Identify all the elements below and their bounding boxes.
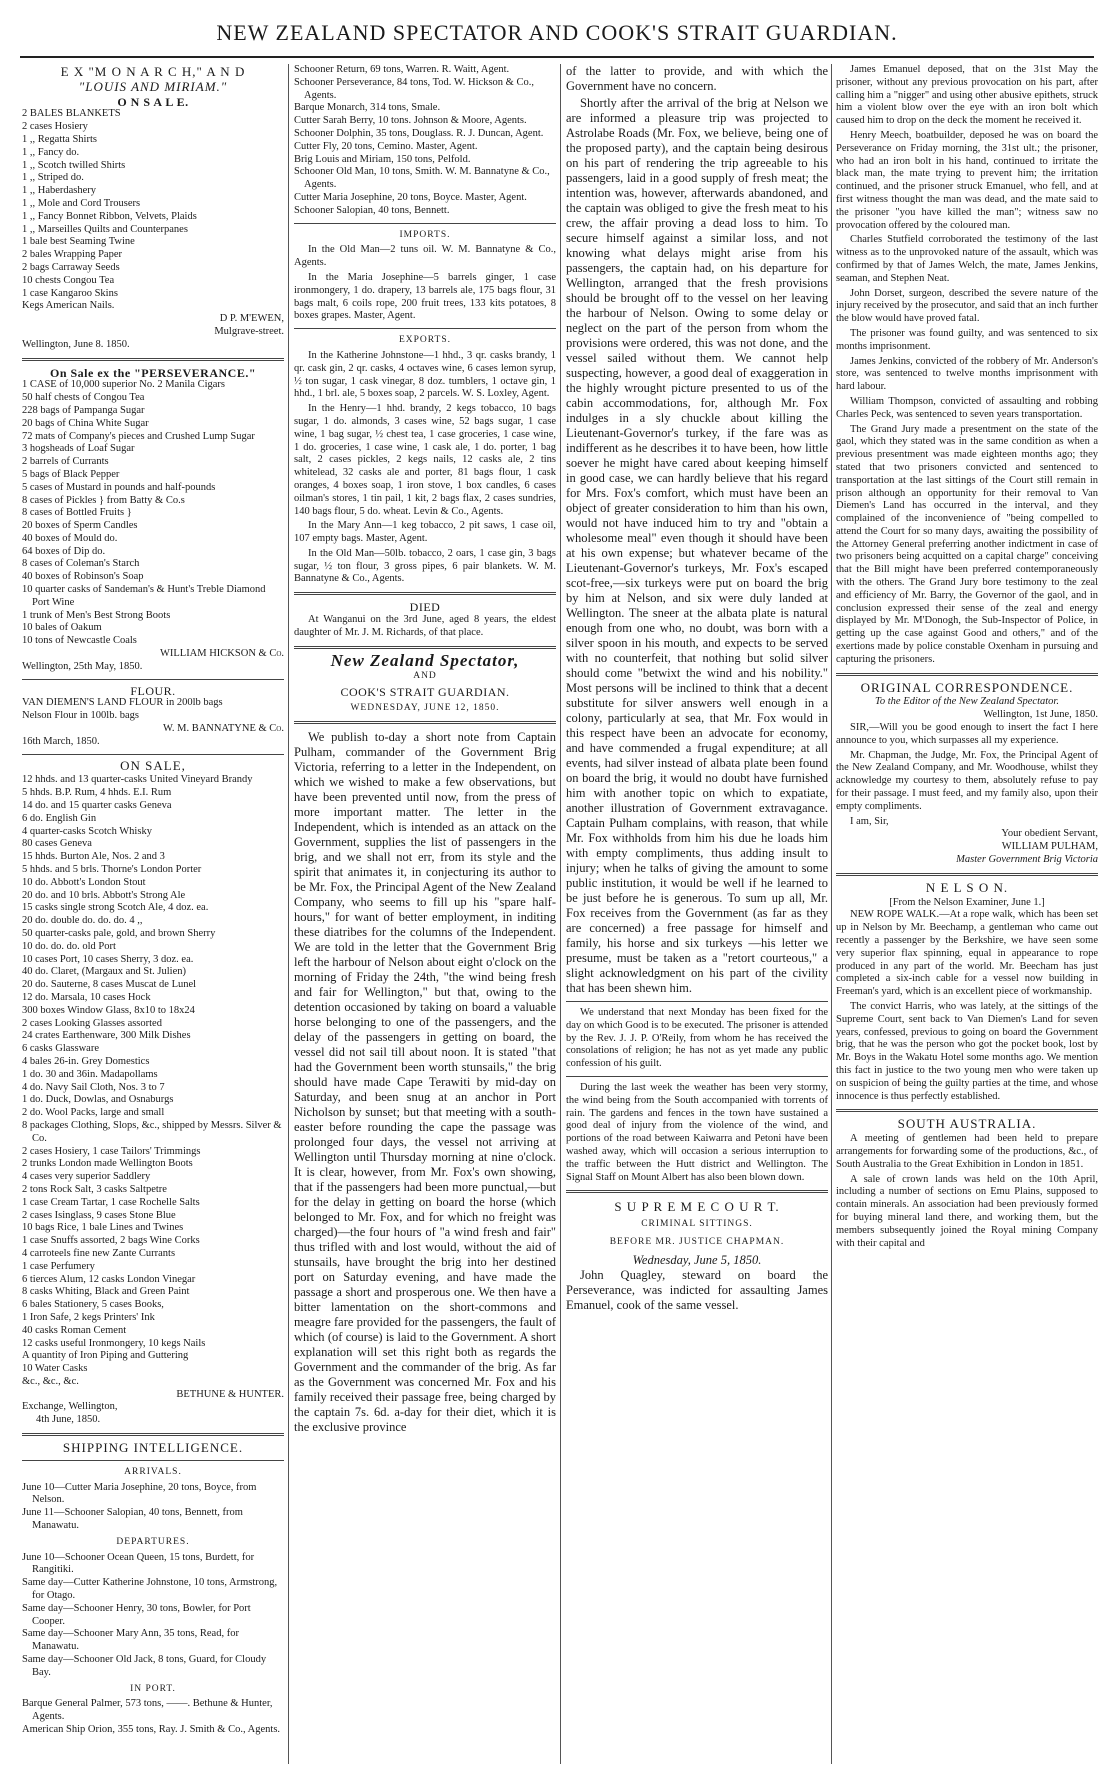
- died-notice: At Wanganui on the 3rd June, aged 8 years, the eldest daughter of Mr. J. M. Richards, of that place.: [294, 614, 556, 638]
- advert-line: 2 cases Hosiery, 1 case Tailors' Trimmings: [22, 1145, 201, 1157]
- advert-line: 1 ,, Striped do.: [22, 172, 84, 184]
- export-entry: In the Katherine Johnstone—1 hhd., 3 qr. casks brandy, 1 qr. cask gin, 2 qr. casks, 4 octaves wine, 6 cases lemon syrup, ½ ton sugar, 1 cask vinegar, 8 doz. tumblers, 1 octave gin, 1 hhd., 1 brl. ale, 5 boxes soap, 2 parcels. W. S. Loxley, Agent.: [294, 349, 556, 400]
- advert-line: 1 case Cream Tartar, 1 case Rochelle Salts: [22, 1196, 200, 1208]
- advert-line: 1 case Kangaroo Skins: [22, 287, 118, 299]
- advert-line: 20 bags of China White Sugar: [22, 417, 149, 429]
- advert-line: 50 quarter-casks pale, gold, and brown Sherry: [22, 928, 216, 939]
- shipping-entry: Cutter Maria Josephine, 20 tons, Boyce. Master, Agent.: [294, 191, 527, 203]
- column-1: [22, 64, 284, 1764]
- column-divider: [288, 64, 289, 1764]
- advert-line: 10 bags Rice, 1 bale Lines and Twines: [22, 1222, 184, 1234]
- advert-line: 40 boxes of Robinson's Soap: [22, 571, 144, 583]
- subsection-title: IMPORTS.: [399, 229, 451, 240]
- advert-title: FLOUR.: [130, 683, 176, 698]
- advert-line: 24 crates Earthenware, 300 Milk Dishes: [22, 1030, 191, 1042]
- advert-line: 1 do. Duck, Dowlas, and Osnaburgs: [22, 1094, 174, 1106]
- advert-line: 1 do. 30 and 36in. Madapollams: [22, 1068, 158, 1080]
- advert-line: 1 bale best Seaming Twine: [22, 236, 135, 248]
- divider: [836, 1109, 1098, 1112]
- court-report: [836, 64, 1098, 667]
- advert-flour: [22, 685, 284, 749]
- advert-line: 2 cases Isinglass, 9 cases Stone Blue: [22, 1209, 176, 1221]
- shipping-intelligence: [22, 1442, 284, 1737]
- court-paragraph: The prisoner was found guilty, and was sentenced to six months imprisonment.: [836, 327, 1098, 352]
- letter-closing: I am, Sir,: [850, 815, 889, 827]
- subsection-title: DEPARTURES.: [116, 1536, 190, 1547]
- advert-line: 5 hhds. and 5 brls. Thorne's London Porter: [22, 864, 202, 876]
- court-paragraph: John Dorset, surgeon, described the severe nature of the injury received by the prosecutor, and said that an inch further the blow would have proved fatal.: [836, 287, 1098, 325]
- masthead: NEW ZEALAND SPECTATOR AND COOK'S STRAIT GUARDIAN.: [216, 20, 898, 45]
- advert-line: 2 bags Carraway Seeds: [22, 261, 120, 273]
- advert-line: 4 do. Navy Sail Cloth, Nos. 3 to 7: [22, 1081, 165, 1093]
- shipping-entry: Cutter Sarah Berry, 10 tons. Johnson & Moore, Agents.: [294, 115, 527, 127]
- advert-list: [22, 774, 284, 1388]
- advert-date: 16th March, 1850.: [22, 735, 100, 747]
- advert-line: 6 casks Glassware: [22, 1043, 99, 1055]
- shipping-entry: June 11—Schooner Salopian, 40 tons, Bennett, from Manawatu.: [22, 1507, 243, 1532]
- advert-line: 8 cases of Coleman's Starch: [22, 558, 140, 570]
- advert-line: 6 tierces Alum, 12 casks London Vinegar: [22, 1273, 196, 1285]
- divider: [22, 679, 284, 680]
- masthead-rule: [20, 56, 1094, 58]
- advert-date: Wellington, 25th May, 1850.: [22, 660, 143, 672]
- shipping-entry: Schooner Dolphin, 35 tons, Douglass. R. J. Duncan, Agent.: [294, 127, 544, 139]
- advert-line: 4 bales 26-in. Grey Domestics: [22, 1055, 150, 1067]
- paper-title-and: AND: [413, 671, 437, 682]
- advert-title: E X "M O N A R C H," A N D: [60, 64, 246, 79]
- import-entry: In the Maria Josephine—5 barrels ginger, 1 case ironmongery, 1 do. drapery, 13 barrels ale, 175 bags flour, 31 bags malt, 6 coils rope, 200 fruit trees, 133 kits potatoes, 8 boxes grapes. Master, Agent.: [294, 271, 556, 322]
- court-subtitle: CRIMINAL SITTINGS.: [641, 1219, 753, 1230]
- export-entry: In the Mary Ann—1 keg tobacco, 2 pit saws, 1 case oil, 107 empty bags. Master, Agent.: [294, 520, 556, 545]
- advert-line: 1 ,, Marseilles Quilts and Counterpanes: [22, 223, 188, 235]
- advert-line: 8 cases of Pickles } from Batty & Co.s: [22, 494, 185, 506]
- advert-line: 40 do. Claret, (Margaux and St. Julien): [22, 966, 186, 978]
- advert-line: 20 do. double do. do. do. 4 ,,: [22, 915, 143, 927]
- advert-line: 12 casks useful Ironmongery, 10 kegs Nails: [22, 1337, 206, 1349]
- advert-line: 4 cases very superior Saddlery: [22, 1171, 151, 1183]
- shipping-entry: Same day—Schooner Henry, 30 tons, Bowler, for Port Cooper.: [22, 1602, 251, 1627]
- court-paragraph: Charles Stutfield corroborated the testimony of the last witness as to the unprovoked nature of the assault, which was confirmed by that of James Welch, the mate, James Jenkins, seaman, and Stephen Neat.: [836, 234, 1098, 284]
- advert-line: 4 carroteels fine new Zante Currants: [22, 1247, 176, 1259]
- paper-subtitle: COOK'S STRAIT GUARDIAN.: [340, 685, 510, 700]
- advert-line: 64 boxes of Dip do.: [22, 545, 106, 557]
- shipping-entry: June 10—Schooner Ocean Queen, 15 tons, Burdett, for Rangitiki.: [22, 1551, 255, 1576]
- advert-line: 2 BALES BLANKETS: [22, 108, 121, 120]
- advert-line: 40 boxes of Mould do.: [22, 532, 118, 544]
- section-title: ORIGINAL CORRESPONDENCE.: [860, 679, 1074, 695]
- section-title: N E L S O N.: [925, 879, 1009, 895]
- column-4: [836, 64, 1098, 1764]
- divider: [294, 721, 556, 724]
- advert-list: [22, 697, 284, 723]
- advert-list: [22, 108, 284, 313]
- divider: [294, 328, 556, 329]
- divider: [566, 1076, 828, 1077]
- news-paragraph: A meeting of gentlemen had been held to prepare arrangements for forwarding some of the productions, &c., of South Australia to the Great Exhibition in London in 1851.: [836, 1133, 1098, 1170]
- advert-line: 8 cases of Bottled Fruits }: [22, 507, 132, 519]
- news-paragraph: A sale of crown lands was held on the 10th April, including a number of sections on Emu Plains, supposed to contain minerals. An association had been previously formed for buying mineral land there, and working them, but the members subsequently joined the Royal mining Company with their capital and: [836, 1173, 1098, 1249]
- advert-line: 72 mats of Company's pieces and Crushed Lump Sugar: [22, 430, 255, 442]
- court-title: S U P R E M E C O U R T.: [614, 1199, 780, 1215]
- advert-line: 2 tons Rock Salt, 3 casks Saltpetre: [22, 1183, 167, 1195]
- advert-line: 10 quarter casks of Sandeman's & Hunt's Treble Diamond Port Wine: [22, 584, 266, 608]
- advert-line: 12 do. Marsala, 10 cases Hock: [22, 991, 151, 1003]
- advert-line: 5 cases of Mustard in pounds and half-pounds: [22, 481, 216, 493]
- advert-line: VAN DIEMEN'S LAND FLOUR in 200lb bags: [22, 697, 223, 709]
- shipping-entry: Barque Monarch, 314 tons, Smale.: [294, 102, 441, 114]
- advert-line: 50 half chests of Congou Tea: [22, 392, 145, 404]
- advert-line: A quantity of Iron Piping and Guttering: [22, 1350, 189, 1362]
- divider: [294, 223, 556, 224]
- advert-signature: W. M. BANNATYNE & Co.: [162, 723, 284, 735]
- advert-line: 1 ,, Scotch twilled Shirts: [22, 159, 126, 171]
- divider: [22, 1433, 284, 1436]
- shipping-entry: American Ship Orion, 355 tons, Ray. J. Smith & Co., Agents.: [22, 1724, 281, 1736]
- court-paragraph: Henry Meech, boatbuilder, deposed he was on board the Perseverance on Friday morning, the 31st ult.; the prisoner, who had an iron bolt in his hand, continued to irritate the black man, the mate trying to prevent him; the irritation continued, and the prisoner struck Emanuel, who fell, and at first witness thought the man was dead, and the mate said to the prisoner "you have killed the man"; witness saw no provocation offered by the coloured man.: [836, 129, 1098, 231]
- advert-line: 20 boxes of Sperm Candles: [22, 520, 138, 532]
- advert-line: 2 do. Wool Packs, large and small: [22, 1107, 165, 1119]
- editorial-paragraph: Shortly after the arrival of the brig at Nelson we are informed a pleasure trip was projected to Astrolabe Roads (Mr. Fox, we believe, being one of the proposed party), and the captain being desirous on his part of rendering the trip agreeable to his passengers, laid in a good supply of fresh meat; the intention was, however, afterwards abandoned, and the captain was obliged to give the fresh meat to his crew, the affair proving a dead loss to him. To secure himself against a similar loss, and not knowing what delays might arise from his passengers, the captain had, on his departure for Wellington, arranged that the fresh provisions should be brought off to the vessel on her leaving the harbour of Nelson. Owing to some delay or neglect on the part of the person from whom the provisions were ordered, this was not done, and the vessel sailed without them. We cannot help suspecting, however, a good deal of exaggeration in the highly wrought picture presented to us of the cabin accommodations, for, although Mr. Fox indulges in a sly chuckle about killing the Lieutenant-Governor's turkey, if the fare was as indifferent as he describes it to have been, how little soever he might have cared about keeping himself in good case, we can hardly believe that his regard for Mrs. Fox's comfort, which must have been an object of greater consideration to him than his own, would not have induced him to try and "obtain a wholesome meal" even though it should have been at his own expense; but whatever became of the Lieutenant-Governor's turkeys, Mr. Fox's escaped scot-free,—six turkeys were put on board the brig by him at Nelson, and six were duly landed at Wellington. The sneer at the albata plate is natural enough from one who, no doubt, was born with a silver spoon in his mouth, and expects to be served with no counterfeit, that nothing but solid silver should come "betwixt the wind and his nobility." Most persons will be inclined to think that a decent substitute for silver answers well enough in a colony, particularly at sea, that Mr. Fox would in this respect have been an advocate for economy, and have commended a frugal expenditure; at all events, had silver instead of albata plate been found on board the brig, it would no doubt have furnished him with another topic on which to expatiate, another illustration of Government extravagance. Captain Pulham complains, with reason, that while Mr. Fox withholds from him his due he loads him with empty compliments, thus adding insult to injury; when he talks of giving the amount to some public institution, it would be well if he learned to be just before he is generous. To sum up all, Mr. Fox receives from the Government (as far as they are concerned) a free passage for himself and family, his horse and six turkeys —his letter we presume, must be taken as a "retort courteous," a slight acknowledgment on his part of the civility that has been shewn him.: [566, 96, 828, 995]
- advert-date: Wellington, June 8. 1850.: [22, 338, 130, 350]
- advert-line: 1 trunk of Men's Best Strong Boots: [22, 609, 171, 621]
- divider: [294, 592, 556, 595]
- shipping-entry: Schooner Return, 69 tons, Warren. R. Waitt, Agent.: [294, 64, 510, 75]
- advert-line: 2 barrels of Currants: [22, 456, 109, 468]
- advert-line: Kegs American Nails.: [22, 300, 115, 312]
- letter-signature: WILLIAM PULHAM,: [1001, 841, 1098, 853]
- court-judge: BEFORE MR. JUSTICE CHAPMAN.: [609, 1237, 785, 1248]
- ships-list: [294, 64, 556, 218]
- news-paragraph: We understand that next Monday has been fixed for the day on which Good is to be executed. The prisoner is attended by the Rev. J. J. P. O'Reily, from whom he has received the consolations of religion; he has not as yet made any public confession of his guilt.: [566, 1007, 828, 1070]
- column-divider: [831, 64, 832, 1764]
- advert-line: 20 do. Sauterne, 8 cases Muscat de Lunel: [22, 979, 197, 991]
- advert-line: 10 tons of Newcastle Coals: [22, 635, 137, 647]
- letter-paragraph: Mr. Chapman, the Judge, Mr. Fox, the Principal Agent of the New Zealand Company, and Mr. Woodhouse, whilst they acknowledge my courtesy to them, absolutely refuse to pay for their passage. I must feed, and my family also, upon their empty compliments.: [836, 749, 1098, 812]
- news-paragraph: NEW ROPE WALK.—At a rope walk, which has been set up in Nelson by Mr. Beechamp, a gentleman who came out recently a passenger by the Berkshire, we have seen some very superior flax spinning, equal in appearance to rope produced in any part of the world. Mr. Beecham has just completed a six-inch cable for a vessel now building in Freeman's yard, which is an excellent piece of workmanship.: [836, 909, 1098, 998]
- advert-line: 10 do. do. do. old Port: [22, 940, 116, 952]
- advert-line: 10 chests Congou Tea: [22, 274, 115, 286]
- advert-line: 10 cases Port, 10 cases Sherry, 3 doz. ea.: [22, 953, 194, 965]
- divider: [566, 1190, 828, 1193]
- divider: [836, 873, 1098, 876]
- advert-line: 1 ,, Fancy do.: [22, 146, 80, 158]
- letter-date: Wellington, 1st June, 1850.: [983, 709, 1098, 721]
- advert-line: 8 packages Clothing, Slops, &c., shipped by Messrs. Silver & Co.: [22, 1119, 282, 1144]
- export-entry: In the Henry—1 hhd. brandy, 2 kegs tobacco, 10 bags sugar, 1 do. almonds, 3 cases wine, 52 bags sugar, 1 case wine, 1 bag sugar, ½ chest tea, 1 case groceries, 1 case wine, 1 do. groceries, 1 case wine, 1 cask ale, 1 do. porter, 1 bag salt, 2 cases pickles, 2 kegs nails, 12 casks ale, 2 tins whitelead, 32 casks ale and porter, 81 bags flour, 1 cask oranges, 4 boxes soap, 1 iron stove, 1 box candles, 6 cases oilman's stores, 1 tin pail, 1 kit, 2 bags flax, 2 cases sundries, 140 bags flour, 5 do. wheat. Levin & Co., Agents.: [294, 403, 556, 517]
- shipping-entry: Same day—Cutter Katherine Johnstone, 10 tons, Armstrong, for Otago.: [22, 1577, 278, 1602]
- divider: [836, 673, 1098, 676]
- advert-address: Mulgrave-street.: [214, 325, 284, 337]
- exports-list: [294, 350, 556, 586]
- divider: [566, 1001, 828, 1002]
- advert-date: Exchange, Wellington,: [22, 1401, 118, 1413]
- shipping-entry: Schooner Perseverance, 84 tons, Tod. W. Hickson & Co., Agents.: [294, 76, 534, 101]
- advert-line: 1 case Perfumery: [22, 1260, 95, 1272]
- advert-on-sale: [22, 757, 284, 1427]
- advert-line: 15 hhds. Burton Ale, Nos. 2 and 3: [22, 851, 165, 863]
- paper-title: New Zealand Spectator,: [330, 650, 520, 670]
- advert-line: &c., &c., &c.: [22, 1375, 79, 1387]
- advert-title: On Sale ex the "PERSEVERANCE.": [49, 365, 256, 380]
- shipping-entry: Cutter Fly, 20 tons, Cemino. Master, Agent.: [294, 140, 478, 152]
- advert-perseverance: [22, 367, 284, 674]
- advert-line: Nelson Flour in 100lb. bags: [22, 710, 139, 722]
- export-entry: In the Old Man—50lb. tobacco, 2 oars, 1 case gin, 3 bags sugar, ½ ton flour, 3 gross pipes, 6 pair blankets. W. M. Bannatyne & Co., Agents.: [294, 547, 556, 585]
- died-title: DIED: [409, 600, 441, 615]
- advert-line: 80 cases Geneva: [22, 838, 92, 850]
- advert-line: 10 Water Casks: [22, 1363, 88, 1375]
- shipping-entry: Schooner Old Man, 10 tons, Smith. W. M. Bannatyne & Co., Agents.: [294, 166, 550, 191]
- shipping-entry: Same day—Schooner Old Jack, 8 tons, Guard, for Cloudy Bay.: [22, 1654, 267, 1678]
- advert-line: 1 ,, Haberdashery: [22, 185, 97, 197]
- advert-monarch: [22, 66, 284, 352]
- advert-sale: O N S A L E.: [117, 94, 189, 109]
- departures-list: [22, 1552, 284, 1680]
- advert-line: 5 bags of Black Pepper: [22, 468, 120, 480]
- advert-line: 6 bales Stationery, 5 cases Books,: [22, 1299, 164, 1311]
- section-title: SOUTH AUSTRALIA.: [897, 1116, 1037, 1132]
- advert-line: 1 Iron Safe, 2 kegs Printers' Ink: [22, 1311, 155, 1323]
- advert-line: 1 ,, Mole and Cord Trousers: [22, 197, 141, 209]
- advert-line: 2 bales Wrapping Paper: [22, 249, 122, 261]
- advert-line: 300 boxes Window Glass, 8x10 to 18x24: [22, 1004, 195, 1016]
- court-paragraph: William Thompson, convicted of assaulting and robbing Charles Peck, was sentenced to seven years transportation.: [836, 395, 1098, 420]
- advert-line: 20 do. and 10 brls. Abbott's Strong Ale: [22, 889, 186, 901]
- news-paragraph: During the last week the weather has been very stormy, the wind being from the South accompanied with torrents of rain. The gardens and fences in the town have sustained a good deal of injury from the violence of the wind, and portions of the road between Kaiwarra and Petoni have been washed away, which will occasion a serious interruption to the traffic between the Hutt district and Wellington. The Signal Staff on Mount Albert has also been blown down.: [566, 1081, 828, 1183]
- section-title: SHIPPING INTELLIGENCE.: [62, 1440, 244, 1456]
- advert-line: 1 ,, Regatta Shirts: [22, 133, 97, 145]
- advert-line: 40 casks Roman Cement: [22, 1324, 127, 1336]
- editorial-paragraph: We publish to-day a short note from Captain Pulham, commander of the Government Brig Victoria, referring to a letter in the Independent, on which we wished to make a few observations, but have been prevented until now, from the press of more important matter. The letter in the Independent, which is intended as an attack on the Government, supplies the list of passengers in the brig, and we shall not err, from its style and the spirit that animates it, in conjecturing its author to be Mr. Fox, the Principal Agent of the New Zealand Company, who seems to fill up his "spare half-hours," for want of better employment, in inditing these diatribes for the columns of the Independent. We are told in the letter that the Government Brig left the harbour of Nelson about eight o'clock on the morning of Friday the 24th, "the wind being fresh and fair for Wellington," but that, owing to the detention occasioned by taking on board a valuable horse belonging to one of the passengers, and the delay of the passengers in getting on board, the vessel did not sail till about noon. It is stated "that had the Government been worth stunsails," the brig should have made Cape Terawiti by mid-day on Saturday, and been snug at an anchor in Port Nicholson by sunset; but that meeting with a south-easter before rounding the cape the passage was prolonged four days, the vessel not arriving at Wellington until Thursday morning at nine o'clock. It is clear, however, from Mr. Fox's own showing, that if the passengers had been more punctual,—but for the delay in getting on board the horse (which belonged to Mr. Fox, and for which no freight was charged)—the four hours of "a wind fresh and fair" thus trifled with and lost would, without the aid of stunsails, have brought the brig into her destined port on Saturday evening, and have made the passage a short and prosperous one. We then have a bitter lamentation on the short-commons and meagre fare provided for the passengers, the fault of which (of course) is laid to the Government. A short explanation will set this right both as regards the Government and the commander of the brig. As far as the Government was concerned Mr. Fox and his family received their passage free, being charged by the captain 7s. 6d. a-day for their diet, which it is the exclusive province: [294, 729, 556, 1434]
- advert-signature: WILLIAM HICKSON & Co.: [159, 648, 284, 660]
- shipping-entry: Schooner Salopian, 40 tons, Bennett.: [294, 204, 450, 216]
- court-date: Wednesday, June 5, 1850.: [632, 1253, 762, 1268]
- column-3: [566, 64, 828, 1764]
- advert-line: 10 bales of Oakum: [22, 622, 102, 634]
- shipping-entry: June 10—Cutter Maria Josephine, 20 tons, Boyce, from Nelson.: [22, 1481, 257, 1506]
- advert-signature: D P. M'EWEN,: [219, 313, 284, 325]
- advert-line: 2 trunks London made Wellington Boots: [22, 1158, 193, 1170]
- divider: [294, 646, 556, 649]
- divider: [22, 358, 284, 361]
- letter-paragraph: SIR,—Will you be good enough to insert the fact I here announce to you, which surpasses all my experience.: [836, 722, 1098, 746]
- letter-address: To the Editor of the New Zealand Spectator.: [875, 696, 1059, 708]
- column-2: [294, 64, 556, 1764]
- divider: [22, 754, 284, 755]
- shipping-entry: Barque General Palmer, 573 tons, ——. Bethune & Hunter, Agents.: [22, 1698, 273, 1723]
- advert-line: 1 ,, Fancy Bonnet Ribbon, Velvets, Plaids: [22, 210, 197, 222]
- letter-closing: Your obedient Servant,: [1001, 828, 1098, 840]
- in-port-list: [22, 1698, 284, 1736]
- advert-line: 2 cases Looking Glasses assorted: [22, 1017, 162, 1029]
- advert-line: 228 bags of Pampanga Sugar: [22, 404, 145, 416]
- advert-line: 1 CASE of 10,000 superior No. 2 Manila Cigars: [22, 379, 225, 391]
- advert-line: 2 cases Hosiery: [22, 121, 88, 133]
- imports-list: [294, 244, 556, 323]
- advert-line: 14 do. and 15 quarter casks Geneva: [22, 800, 172, 812]
- court-paragraph: John Quagley, steward on board the Perseverance, was indicted for assaulting James Emanuel, cook of the same vessel.: [566, 1268, 828, 1313]
- import-entry: In the Old Man—2 tuns oil. W. M. Bannatyne & Co., Agents.: [294, 244, 556, 269]
- advert-signature: BETHUNE & HUNTER.: [176, 1388, 284, 1400]
- shipping-entry: Brig Louis and Miriam, 150 tons, Pelfold.: [294, 153, 471, 165]
- column-divider: [560, 64, 561, 1764]
- advert-subtitle: "LOUIS AND MIRIAM.": [78, 78, 228, 94]
- section-source: [From the Nelson Examiner, June 1.]: [889, 896, 1045, 908]
- advert-line: 5 hhds. B.P. Rum, 4 hhds. E.I. Rum: [22, 787, 172, 799]
- advert-list: [22, 379, 284, 648]
- news-paragraph: The convict Harris, who was lately, at the sittings of the Supreme Court, sent back to Van Diemen's Land for seven years, confessed, previous to going on board the Government brig, that he was the person who got the pocket book, lost by Mr. Boys in the Wakatu Hotel some months ago. We mention this fact in justice to the two young men who were taken up on suspicion of being the guilty parties at the time, and whose innocence is thus perfectly established.: [836, 1000, 1098, 1102]
- subsection-title: IN PORT.: [130, 1683, 176, 1694]
- advert-line: 3 hogsheads of Loaf Sugar: [22, 443, 135, 455]
- advert-title: ON SALE,: [120, 757, 186, 773]
- editorial-paragraph: of the latter to provide, and with which the Government have no concern.: [566, 64, 828, 93]
- paper-date: WEDNESDAY, JUNE 12, 1850.: [350, 703, 500, 714]
- advert-line: 8 casks Whiting, Black and Green Paint: [22, 1286, 190, 1298]
- subsection-title: ARRIVALS.: [124, 1466, 182, 1477]
- divider: [22, 1460, 284, 1461]
- letter-signature: Master Government Brig Victoria: [956, 854, 1098, 866]
- shipping-entry: Same day—Schooner Mary Ann, 35 tons, Read, for Manawatu.: [22, 1628, 239, 1653]
- subsection-title: EXPORTS.: [398, 335, 452, 346]
- advert-line: 15 casks single strong Scotch Ale, 4 doz. ea.: [22, 902, 209, 914]
- arrivals-list: [22, 1482, 284, 1533]
- court-paragraph: The Grand Jury made a presentment on the state of the gaol, which they stated was in the same condition as when a previous presentment was made eighteen months ago; they stated that two prisoners convicted and sentenced to transportation at the last sittings of the Court still remain in prison although an opportunity for their removal to Van Diemen's Land has occurred in the interval, and they complained of the inconvenience of "being compelled to attend the Court for so many days, awaiting the possibility of the Attorney General preferring another indictment in case of two prisoners being acquitted on a capital charge" conceiving that the Bill might have been preferred contemporaneously with the others. The Grand Jury bore testimony to the zeal and efficiency of Mr. Barry, the Governor of the gaol, and in conclusion expressed their sense of the zeal and energy displayed by Mr. M'Donogh, the Sub-Inspector of Police, in getting up the case against Good and others," and of the exertions made by police constable Oxenham in pursuing and capturing the prisoners.: [836, 423, 1098, 665]
- advert-line: 10 do. Abbott's London Stout: [22, 876, 146, 888]
- advert-line: 6 do. English Gin: [22, 812, 97, 824]
- advert-date: 4th June, 1850.: [36, 1414, 101, 1426]
- court-paragraph: James Jenkins, convicted of the robbery of Mr. Anderson's store, was sentenced to twelve months imprisonment with hard labour.: [836, 355, 1098, 393]
- advert-line: 1 case Snuffs assorted, 2 bags Wine Corks: [22, 1235, 200, 1247]
- advert-line: 12 hhds. and 13 quarter-casks United Vineyard Brandy: [22, 774, 253, 786]
- advert-line: 4 quarter-casks Scotch Whisky: [22, 825, 152, 837]
- court-paragraph: James Emanuel deposed, that on the 31st May the prisoner, without any previous provocation on his part, after calling him a "nigger" and using other abusive epithets, struck him a violent blow over the eye with an iron bolt which caused him to drop on the deck the moment he received it.: [836, 64, 1098, 127]
